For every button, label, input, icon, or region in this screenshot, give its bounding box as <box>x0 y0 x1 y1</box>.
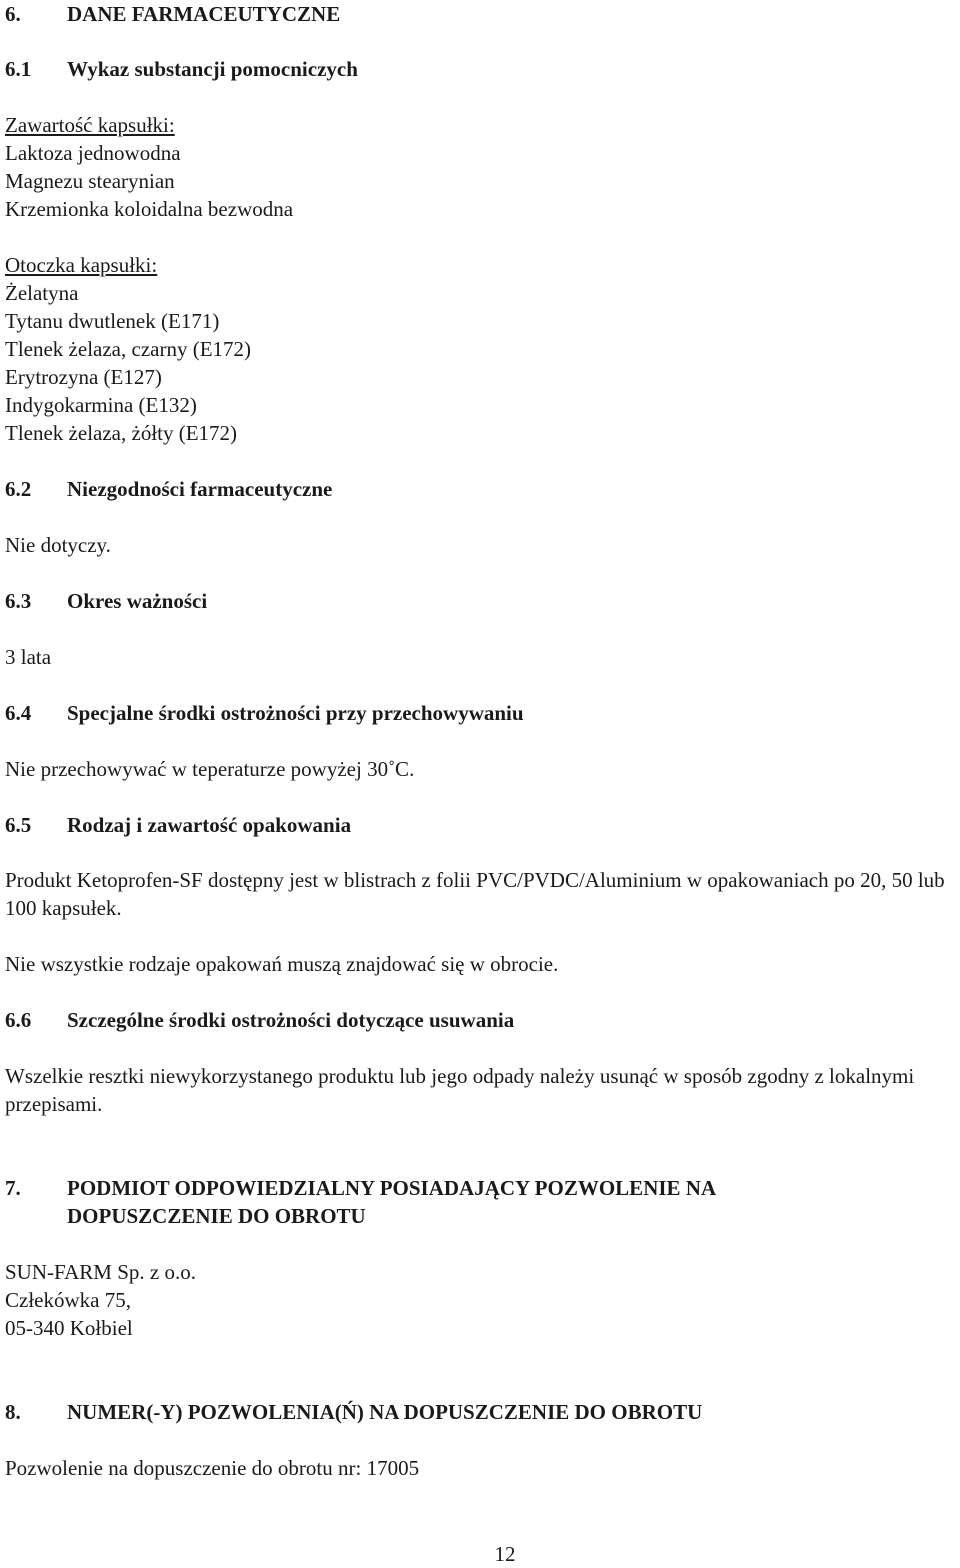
section-6-2-heading: 6.2 Niezgodności farmaceutyczne <box>5 477 333 501</box>
section-6-1-heading: 6.1 Wykaz substancji pomocniczych <box>5 57 358 81</box>
holder-name: SUN-FARM Sp. z o.o. <box>5 1260 196 1284</box>
capsule-shell-item: Indygokarmina (E132) <box>5 393 197 417</box>
page-number: 12 <box>494 1542 516 1566</box>
section-6-5-note: Nie wszystkie rodzaje opakowań muszą znajdować się w obrocie. <box>5 952 559 976</box>
capsule-shell-item: Tlenek żelaza, czarny (E172) <box>5 337 252 361</box>
section-6-3-heading: 6.3 Okres ważności <box>5 589 208 613</box>
holder-street: Człekówka 75, <box>5 1288 131 1312</box>
capsule-content-heading: Zawartość kapsułki: <box>5 113 175 137</box>
capsule-content-item: Krzemionka koloidalna bezwodna <box>5 197 294 221</box>
section-7-heading: 7. PODMIOT ODPOWIEDZIALNY POSIADAJĄCY POZWOLENIE NA DOPUSZCZENIE DO OBROTU <box>5 1176 717 1228</box>
capsule-shell-heading: Otoczka kapsułki: <box>5 253 158 277</box>
capsule-shell-item: Żelatyna <box>5 281 79 305</box>
capsule-content-item: Magnezu stearynian <box>5 169 175 193</box>
section-6-2-text: Nie dotyczy. <box>5 533 111 557</box>
section-6-6-heading: 6.6 Szczególne środki ostrożności dotyczące usuwania <box>5 1008 515 1032</box>
capsule-content-item: Laktoza jednowodna <box>5 141 181 165</box>
holder-city: 05-340 Kołbiel <box>5 1316 133 1340</box>
capsule-shell-item: Erytrozyna (E127) <box>5 365 162 389</box>
section-8-heading: 8. NUMER(-Y) POZWOLENIA(Ń) NA DOPUSZCZENIE DO OBROTU <box>5 1400 703 1424</box>
section-6-4-heading: 6.4 Specjalne środki ostrożności przy przechowywaniu <box>5 701 524 725</box>
section-6-heading: 6. DANE FARMACEUTYCZNE <box>5 2 341 26</box>
capsule-shell-item: Tlenek żelaza, żółty (E172) <box>5 421 238 445</box>
section-6-5-heading: 6.5 Rodzaj i zawartość opakowania <box>5 813 352 837</box>
section-6-3-text: 3 lata <box>5 645 52 669</box>
section-6-5-text: Produkt Ketoprofen-SF dostępny jest w blistrach z folii PVC/PVDC/Aluminium w opakowaniach po 20, 50 lub 100 kapsułek. <box>5 868 945 920</box>
section-6-4-text: Nie przechowywać w teperaturze powyżej 30˚C. <box>5 757 415 781</box>
section-6-6-text: Wszelkie resztki niewykorzystanego produktu lub jego odpady należy usunąć w sposób zgodny z lokalnymi przepisami. <box>5 1064 915 1116</box>
capsule-shell-item: Tytanu dwutlenek (E171) <box>5 309 220 333</box>
section-8-text: Pozwolenie na dopuszczenie do obrotu nr: 17005 <box>5 1456 420 1480</box>
